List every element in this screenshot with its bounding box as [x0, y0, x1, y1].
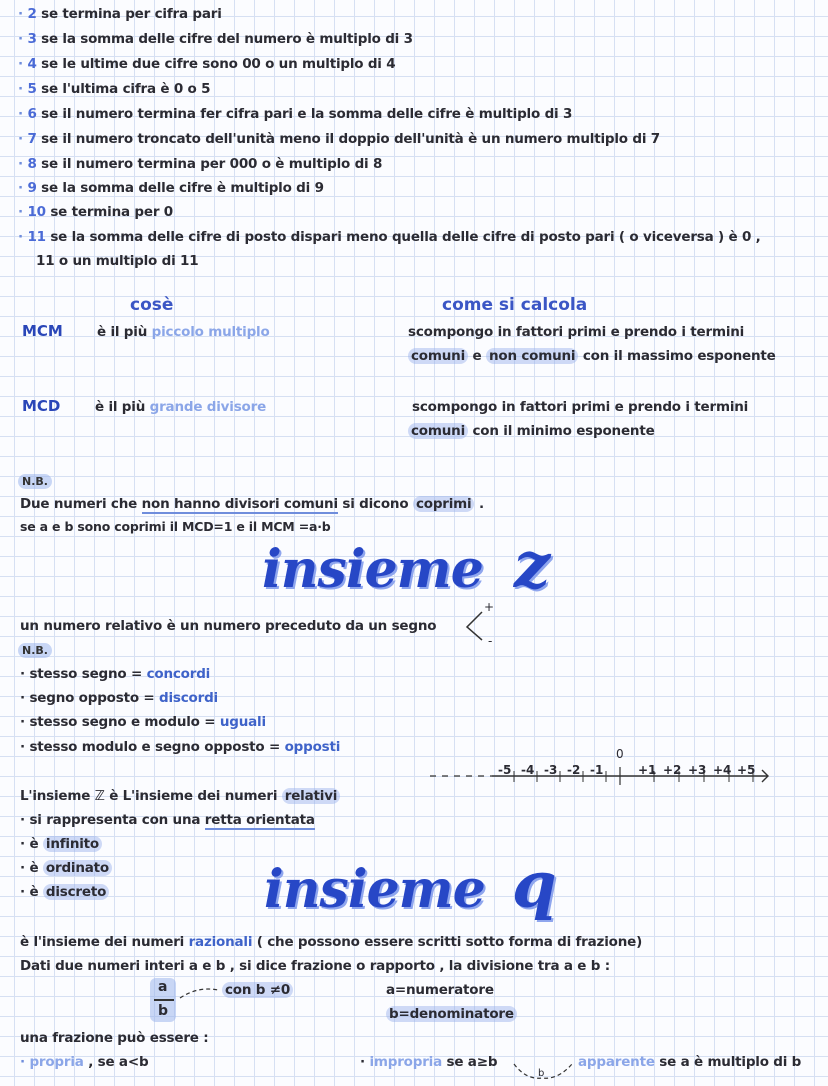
z-property-item: · è ordinato	[20, 860, 112, 876]
z-property-text: è	[29, 860, 43, 876]
number-line-label: -5	[498, 763, 512, 777]
mcm-non-comuni: non comuni	[486, 348, 578, 364]
insieme-z-letter: z	[513, 528, 550, 603]
z-set-text-a: L'insieme	[20, 788, 95, 804]
z-property-item: · si rappresenta con una retta orientata	[20, 812, 315, 828]
z-relation-text: stesso modulo e segno opposto =	[29, 739, 285, 755]
rule-text: se termina per 0	[50, 204, 173, 220]
z-property-item: · è discreto	[20, 884, 109, 900]
relative-def-text: un numero relativo è un numero preceduto da un segno	[20, 618, 437, 634]
z-property-text: è	[29, 884, 43, 900]
fraction-numerator: a	[158, 979, 168, 995]
z-relation-highlight: discordi	[159, 690, 218, 706]
coprimi-text-c: si dicono	[337, 496, 413, 512]
divisibility-rule: · 10 se termina per 0	[18, 204, 173, 220]
rule-text: se l'ultima cifra è 0 o 5	[41, 81, 211, 97]
denominator-label-text: b=denominatore	[386, 1006, 517, 1022]
divisibility-rule: · 4 se le ultime due cifre sono 00 o un multiplo di 4	[18, 56, 396, 72]
z-set-description	[20, 788, 340, 804]
insieme-q-title	[264, 848, 556, 923]
insieme-q-letter: q	[511, 848, 556, 923]
apparente-highlight: apparente	[578, 1054, 655, 1070]
mcd-comuni: comuni	[408, 423, 468, 439]
fraction-propria: · propria , se a<b	[20, 1054, 149, 1070]
coprimi-line1	[20, 496, 484, 512]
z-property-text: è	[29, 836, 43, 852]
mcd-label: MCD	[22, 397, 61, 415]
z-relation-highlight: concordi	[146, 666, 211, 682]
divisibility-rule: · 8 se il numero termina per 000 o è multiplo di 8	[18, 156, 383, 172]
number-line-label: +4	[713, 763, 732, 777]
apparente-small-b: b	[538, 1068, 545, 1079]
rule-number: 11	[27, 229, 46, 245]
rule-number: 4	[27, 56, 37, 72]
impropria-highlight: impropria	[369, 1054, 442, 1070]
table-header-how: come si calcola	[442, 295, 588, 315]
z-relation-item: · stesso modulo e segno opposto = opposti	[20, 739, 341, 755]
mcd-method-line2	[408, 423, 655, 439]
number-line	[430, 745, 775, 785]
divisibility-rule: · 6 se il numero termina fer cifra pari e la somma delle cifre è multiplo di 3	[18, 106, 573, 122]
number-line-label: +5	[737, 763, 756, 777]
numerator-label: a=numeratore	[386, 982, 494, 998]
q-def-a: è l'insieme dei numeri	[20, 934, 189, 950]
insieme-z-title	[262, 528, 549, 603]
propria-highlight: propria	[29, 1054, 84, 1070]
z-property-highlight: retta orientata	[204, 812, 315, 828]
table-header-what: cosè	[130, 295, 174, 315]
fraction-condition-text: con b ≠0	[222, 982, 293, 998]
rule-text: se termina per cifra pari	[41, 6, 222, 22]
mcm-exp: con il massimo esponente	[578, 348, 776, 364]
fraction-denominator: b	[158, 1003, 168, 1019]
fraction-bar	[154, 999, 174, 1001]
propria-rest: , se a<b	[83, 1054, 149, 1070]
mcm-definition	[97, 324, 270, 340]
rule-text: se il numero termina per 000 o è multiplo di 8	[41, 156, 383, 172]
rule-text: se la somma delle cifre di posto dispari meno quella delle cifre di posto pari ( o viceversa ) è 0 ,	[50, 229, 761, 245]
sign-bracket-icon	[462, 600, 502, 650]
rule-number: 10	[27, 204, 46, 220]
rule-number: 9	[27, 180, 37, 196]
coprimi-line2: se a e b sono coprimi il MCD=1 e il MCM =a·b	[20, 519, 331, 534]
z-property-highlight: infinito	[43, 836, 102, 852]
mcd-definition	[95, 399, 266, 415]
z-relation-text: stesso segno =	[29, 666, 147, 682]
mcm-label: MCM	[22, 322, 63, 340]
z-relation-highlight: opposti	[284, 739, 341, 755]
relative-number-definition	[20, 618, 436, 634]
mcm-def-highlight: piccolo multiplo	[151, 324, 270, 340]
z-relation-item: · segno opposto = discordi	[20, 690, 218, 706]
coprimi-underline: non hanno divisori comuni	[141, 496, 338, 512]
fraction-arrow-icon	[178, 982, 220, 1004]
rule-text: se la somma delle cifre del numero è multiplo di 3	[41, 31, 413, 47]
rule-text: se la somma delle cifre è multiplo di 9	[41, 180, 324, 196]
number-line-label: +2	[663, 763, 682, 777]
rule-text: se le ultime due cifre sono 00 o un multiplo di 4	[41, 56, 396, 72]
divisibility-rule: · 9 se la somma delle cifre è multiplo di 9	[18, 180, 324, 196]
nb-badge-z: N.B.	[18, 643, 52, 658]
number-line-label: +1	[638, 763, 657, 777]
mcd-def-text: è il più	[95, 399, 146, 415]
mcm-comuni: comuni	[408, 348, 468, 364]
q-def-c: ( che possono essere scritti sotto forma di frazione)	[252, 934, 643, 950]
mcm-def-text: è il più	[97, 324, 148, 340]
q-definition	[20, 934, 642, 950]
rule-number: 8	[27, 156, 37, 172]
coprimi-text-a: Due numeri che	[20, 496, 142, 512]
fraction-apparente	[578, 1054, 801, 1070]
mcd-def-highlight: grande divisore	[149, 399, 267, 415]
z-property-text: si rappresenta con una	[29, 812, 205, 828]
fraction-condition	[222, 982, 293, 998]
z-relation-highlight: uguali	[219, 714, 266, 730]
rule-number: 7	[27, 131, 37, 147]
minus-sign: -	[488, 634, 493, 648]
mcd-exp: con il minimo esponente	[468, 423, 655, 439]
nb-badge: N.B.	[18, 474, 52, 489]
insieme-q-word: insieme	[264, 859, 485, 920]
fraction-types-intro: una frazione può essere :	[20, 1030, 209, 1046]
denominator-label	[386, 1006, 517, 1022]
divisibility-rule: · 7 se il numero troncato dell'unità meno il doppio dell'unità è un numero multiplo di 7	[18, 131, 660, 147]
mcm-method-line2	[408, 348, 776, 364]
coprimi-dot: .	[474, 496, 484, 512]
divisibility-rule: · 2 se termina per cifra pari	[18, 6, 222, 22]
coprimi-highlight: coprimi	[413, 496, 475, 512]
number-line-label: -2	[567, 763, 581, 777]
z-property-highlight: discreto	[43, 884, 109, 900]
number-line-zero: 0	[616, 747, 624, 761]
z-set-highlight: relativi	[282, 788, 340, 804]
mcm-and: e	[468, 348, 486, 364]
z-relation-text: stesso segno e modulo =	[29, 714, 220, 730]
plus-sign: +	[484, 600, 495, 614]
q-def-highlight: razionali	[188, 934, 253, 950]
fraction-definition: Dati due numeri interi a e b , si dice frazione o rapporto , la divisione tra a e b :	[20, 958, 610, 974]
rule-number: 6	[27, 106, 37, 122]
rule-number: 5	[27, 81, 37, 97]
divisibility-rule: · 3 se la somma delle cifre del numero è multiplo di 3	[18, 31, 413, 47]
rule-text: se il numero termina fer cifra pari e la somma delle cifre è multiplo di 3	[41, 106, 573, 122]
apparente-arrow-icon	[512, 1058, 578, 1084]
fraction-impropria: · impropria se a≥b	[360, 1054, 498, 1070]
z-property-highlight: ordinato	[43, 860, 112, 876]
z-relation-item: · stesso segno e modulo = uguali	[20, 714, 266, 730]
rule-number: 2	[27, 6, 37, 22]
z-set-text-b: è L'insieme dei numeri	[104, 788, 282, 804]
insieme-z-word: insieme	[262, 539, 483, 600]
divisibility-rule-continuation: 11 o un multiplo di 11	[36, 253, 199, 269]
z-relation-item: · stesso segno = concordi	[20, 666, 211, 682]
impropria-rest: se a≥b	[442, 1054, 498, 1070]
apparente-rest: se a è multiplo di b	[654, 1054, 802, 1070]
number-line-label: -3	[544, 763, 558, 777]
number-line-label: -1	[590, 763, 604, 777]
mcd-method-line1: scompongo in fattori primi e prendo i termini	[412, 399, 749, 415]
rule-number: 3	[27, 31, 37, 47]
divisibility-rule: · 11 se la somma delle cifre di posto dispari meno quella delle cifre di posto pari ( o viceversa ) è 0 ,	[18, 229, 761, 245]
divisibility-rule: · 5 se l'ultima cifra è 0 o 5	[18, 81, 211, 97]
mcm-method-line1: scompongo in fattori primi e prendo i termini	[408, 324, 745, 340]
rule-text: se il numero troncato dell'unità meno il doppio dell'unità è un numero multiplo di 7	[41, 131, 660, 147]
z-relation-text: segno opposto =	[29, 690, 160, 706]
z-set-symbol: ℤ	[94, 788, 105, 804]
number-line-label: -4	[521, 763, 535, 777]
z-property-item: · è infinito	[20, 836, 102, 852]
number-line-label: +3	[688, 763, 707, 777]
